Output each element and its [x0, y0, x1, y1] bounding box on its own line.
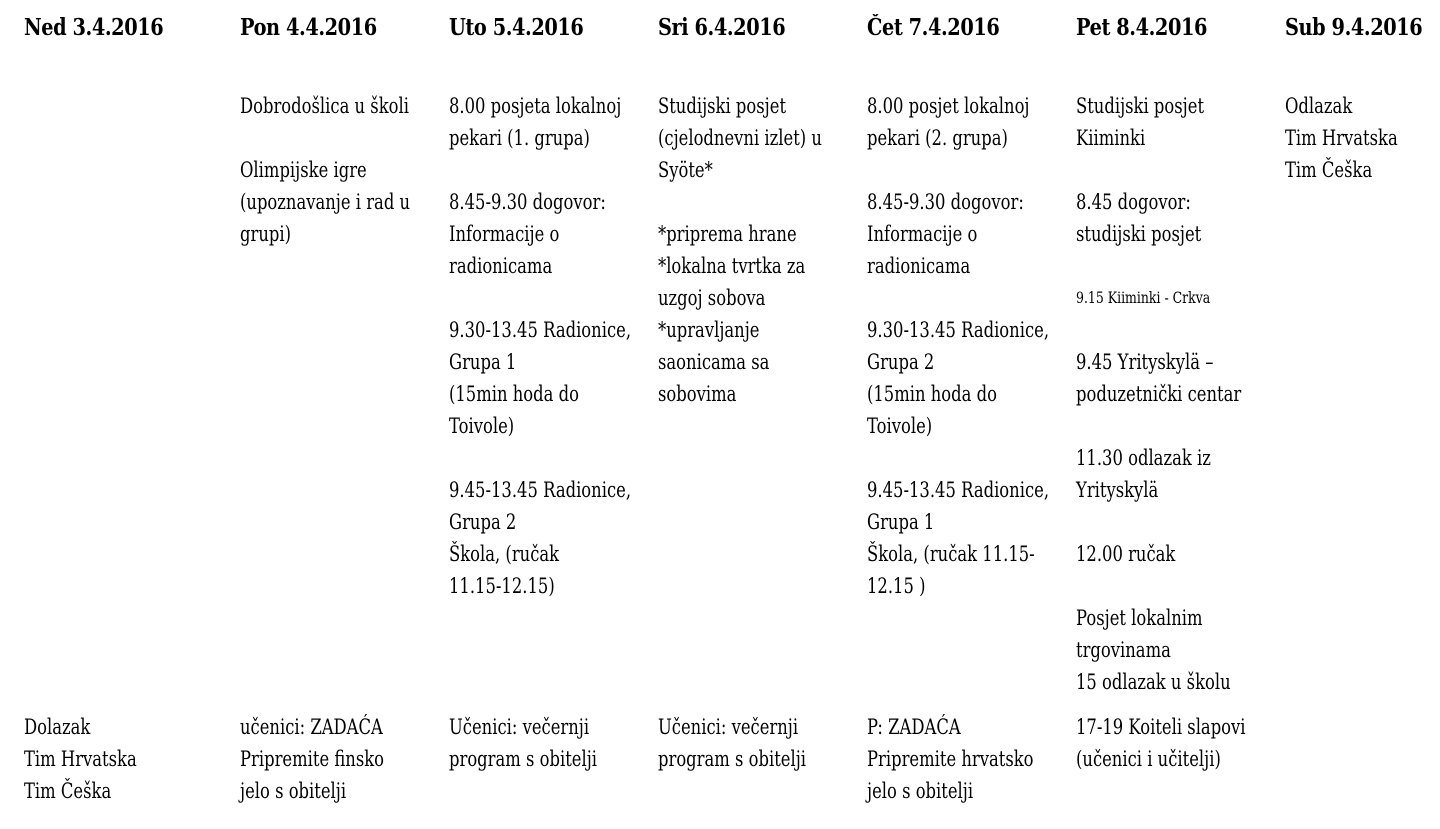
activity-line: Syöte*	[658, 158, 713, 182]
activity-line: saonicama sa	[658, 350, 770, 374]
activity-line: 9.30-13.45 Radionice,	[449, 318, 632, 342]
day-header: Čet 7.4.2016	[867, 14, 1000, 41]
activity-line: pekari (2. grupa)	[867, 126, 1008, 150]
activity-line: (15min hoda do	[449, 382, 579, 406]
activity-line: Škola, (ručak 11.15-	[867, 542, 1035, 566]
activity-line: Odlazak	[1285, 94, 1353, 118]
activity-line: Grupa 2	[449, 510, 517, 534]
evening-line: Dolazak	[24, 715, 91, 739]
day-header: Sri 6.4.2016	[658, 14, 786, 41]
activity-line: Kiiminki	[1076, 126, 1146, 150]
activity-line: *lokalna tvrtka za	[658, 254, 806, 278]
activity-line: (upoznavanje i rad u	[240, 190, 411, 214]
evening-program	[449, 711, 642, 775]
activity-line: 12.15 )	[867, 574, 926, 598]
activity-line: 8.45 dogovor:	[1076, 190, 1191, 214]
evening-line: učenici: ZADAĆA	[240, 715, 383, 739]
activity-line: poduzetnički centar	[1076, 382, 1242, 406]
evening-program	[24, 711, 217, 807]
evening-program	[240, 711, 433, 807]
activity-line: 9.30-13.45 Radionice,	[867, 318, 1050, 342]
activity-line: 11.15-12.15)	[449, 574, 555, 598]
activity-line: *priprema hrane	[658, 222, 797, 246]
activity-line: Informacije o	[867, 222, 978, 246]
activity-line: 9.15 Kiiminki - Crkva	[1076, 288, 1211, 307]
activity-line: Yrityskylä	[1076, 478, 1159, 502]
activity-line: Informacije o	[449, 222, 560, 246]
day-activities	[1285, 90, 1440, 186]
activity-line: Olimpijske igre	[240, 158, 367, 182]
activity-line: Toivole)	[449, 414, 515, 438]
evening-line: (učenici i učitelji)	[1076, 747, 1221, 771]
activity-line: Grupa 1	[867, 510, 935, 534]
evening-program	[867, 711, 1060, 807]
activity-line: studijski posjet	[1076, 222, 1202, 246]
evening-line: Tim Češka	[24, 779, 112, 803]
activity-line: 9.45-13.45 Radionice,	[867, 478, 1050, 502]
activity-line: Studijski posjet	[1076, 94, 1205, 118]
activity-line: 8.00 posjet lokalnoj	[867, 94, 1030, 118]
day-activities	[240, 90, 433, 250]
activity-line: 11.30 odlazak iz	[1076, 446, 1211, 470]
activity-line: radionicama	[449, 254, 553, 278]
activity-line: 8.45-9.30 dogovor:	[867, 190, 1024, 214]
activity-line: (cjelodnevni izlet) u	[658, 126, 822, 150]
activity-line: trgovinama	[1076, 638, 1171, 662]
evening-line: Pripremite finsko	[240, 747, 385, 771]
day-header: Sub 9.4.2016	[1285, 14, 1423, 41]
activity-line: *upravljanje	[658, 318, 760, 342]
activity-line: 12.00 ručak	[1076, 542, 1176, 566]
activity-line: Grupa 1	[449, 350, 517, 374]
activity-line: Tim Hrvatska	[1285, 126, 1398, 150]
activity-line: Toivole)	[867, 414, 933, 438]
day-header: Pet 8.4.2016	[1076, 14, 1208, 41]
day-activities	[658, 90, 851, 410]
day-header: Pon 4.4.2016	[240, 14, 377, 41]
evening-line: jelo s obitelji	[240, 779, 347, 803]
activity-line: Grupa 2	[867, 350, 935, 374]
evening-program	[1076, 711, 1269, 775]
evening-line: program s obitelji	[658, 747, 807, 771]
evening-line: P: ZADAĆA	[867, 715, 961, 739]
activity-line: grupi)	[240, 222, 291, 246]
activity-line: Dobrodošlica u školi	[240, 94, 409, 118]
evening-line: 17-19 Koiteli slapovi	[1076, 715, 1246, 739]
evening-line: Pripremite hrvatsko	[867, 747, 1034, 771]
day-activities	[449, 90, 642, 602]
activity-line: Studijski posjet	[658, 94, 787, 118]
activity-line: sobovima	[658, 382, 737, 406]
evening-line: jelo s obitelji	[867, 779, 974, 803]
evening-line: Učenici: večernji	[658, 715, 799, 739]
activity-line: 15 odlazak u školu	[1076, 670, 1231, 694]
activity-line: radionicama	[867, 254, 971, 278]
day-header: Ned 3.4.2016	[24, 14, 164, 41]
evening-line: Tim Hrvatska	[24, 747, 137, 771]
evening-line: Učenici: večernji	[449, 715, 590, 739]
activity-line: pekari (1. grupa)	[449, 126, 590, 150]
activity-line: 9.45 Yrityskylä –	[1076, 350, 1214, 374]
activity-line: 8.00 posjeta lokalnoj	[449, 94, 622, 118]
activity-line: Tim Češka	[1285, 158, 1373, 182]
activity-line: 8.45-9.30 dogovor:	[449, 190, 606, 214]
activity-line: 9.45-13.45 Radionice,	[449, 478, 632, 502]
activity-line: Škola, (ručak	[449, 542, 560, 566]
activity-line: uzgoj sobova	[658, 286, 766, 310]
day-header: Uto 5.4.2016	[449, 14, 584, 41]
day-activities	[867, 90, 1060, 602]
activity-line: (15min hoda do	[867, 382, 997, 406]
evening-program	[658, 711, 851, 775]
day-activities	[1076, 90, 1269, 698]
activity-line: Posjet lokalnim	[1076, 606, 1203, 630]
evening-line: program s obitelji	[449, 747, 598, 771]
